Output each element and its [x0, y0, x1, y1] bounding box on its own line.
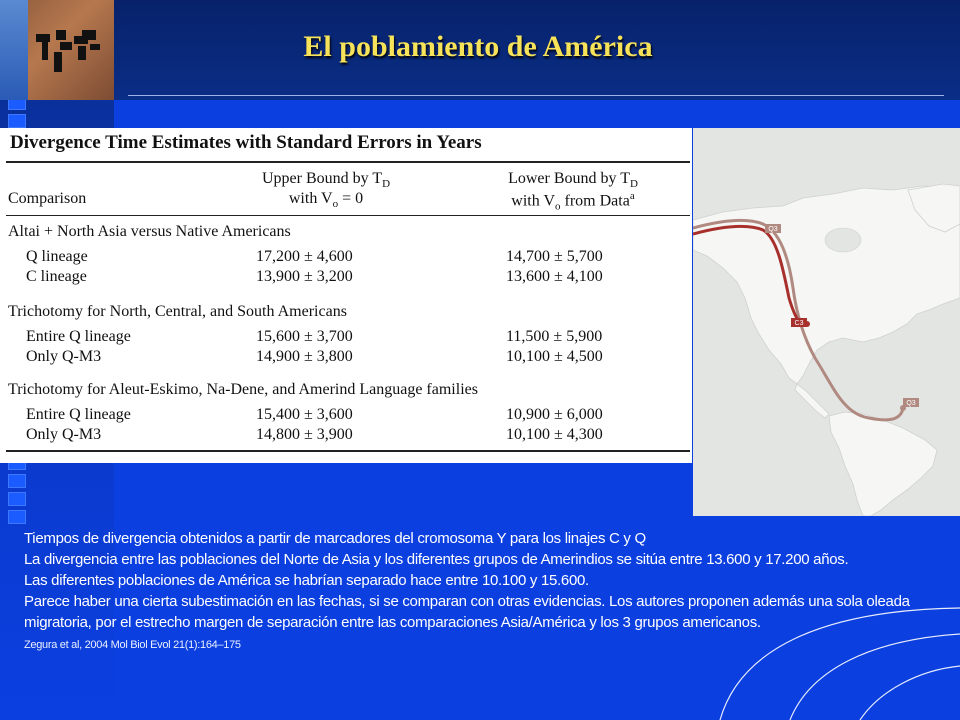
group-label: Trichotomy for Aleut-Eskimo, Na-Dene, and Amerind Language families — [8, 381, 478, 398]
row-upper: 15,600 ± 3,700 — [256, 328, 353, 345]
map-label-c3: C3 — [794, 320, 804, 327]
logo-icon — [34, 28, 104, 76]
header-lower-line2: with $V_o$ from Data$^a$ — [511, 190, 635, 213]
row-lower: 10,100 ± 4,500 — [506, 348, 603, 365]
caption-line: Tiempos de divergencia obtenidos a partir de marcadores del cromosoma Y para los linajes C y Q — [24, 530, 646, 547]
row-name: Only Q-M3 — [26, 426, 102, 443]
row-upper: 15,400 ± 3,600 — [256, 406, 353, 423]
row-upper: 14,900 ± 3,800 — [256, 348, 353, 365]
map-label-q3-south: Q3 — [906, 400, 916, 407]
row-name: Only Q-M3 — [26, 348, 102, 365]
slide-caption — [24, 528, 924, 656]
slide-title: El poblamiento de América — [303, 30, 653, 63]
map-label-q3-north: Q3 — [768, 226, 778, 233]
divergence-table — [0, 128, 692, 463]
row-lower: 10,100 ± 4,300 — [506, 426, 603, 443]
row-upper: 17,200 ± 4,600 — [256, 248, 353, 265]
logo — [0, 0, 114, 100]
row-upper: 14,800 ± 3,900 — [256, 426, 353, 443]
row-lower: 11,500 ± 5,900 — [506, 328, 603, 345]
migration-map — [693, 128, 960, 516]
header-upper-line2: with $V_o = 0$ — [288, 190, 364, 211]
table-rule-top — [6, 161, 690, 163]
caption-line: Las diferentes poblaciones de América se habrían separado hace entre 10.100 y 15.600. — [24, 572, 589, 589]
row-lower: 13,600 ± 4,100 — [506, 268, 603, 285]
row-name: C lineage — [26, 268, 87, 285]
row-name: Entire Q lineage — [26, 328, 131, 345]
caption-line: Parece haber una cierta subestimación en las fechas, si se comparan con otras evidencias. Los autores proponen además una sola oleada migratoria, por el estrecho margen de separación entre las comparaciones Asia/América y los 3 grupos americanos. — [24, 593, 910, 631]
group-label: Trichotomy for North, Central, and South Americans — [8, 303, 347, 320]
citation: Zegura et al, 2004 Mol Biol Evol 21(1):164–175 — [24, 639, 241, 651]
header-upper-line1: Upper Bound by $T_D$ — [261, 170, 391, 191]
row-name: Q lineage — [26, 248, 88, 265]
row-lower: 14,700 ± 5,700 — [506, 248, 603, 265]
table-rule-bottom — [6, 450, 690, 452]
americas-map — [693, 128, 960, 516]
group-label: Altai + North Asia versus Native Americans — [8, 223, 291, 240]
caption-line: La divergencia entre las poblaciones del Norte de Asia y los diferentes grupos de Amerindios se sitúa entre 13.600 y 17.200 años. — [24, 551, 849, 568]
header-lower-line1: Lower Bound by $T_D$ — [508, 170, 638, 191]
table-title: Divergence Time Estimates with Standard Errors in Years — [10, 132, 482, 153]
header-comparison: Comparison — [8, 190, 87, 207]
table-rule-header — [6, 215, 690, 216]
title-divider — [128, 95, 944, 96]
row-lower: 10,900 ± 6,000 — [506, 406, 603, 423]
row-name: Entire Q lineage — [26, 406, 131, 423]
row-upper: 13,900 ± 3,200 — [256, 268, 353, 285]
